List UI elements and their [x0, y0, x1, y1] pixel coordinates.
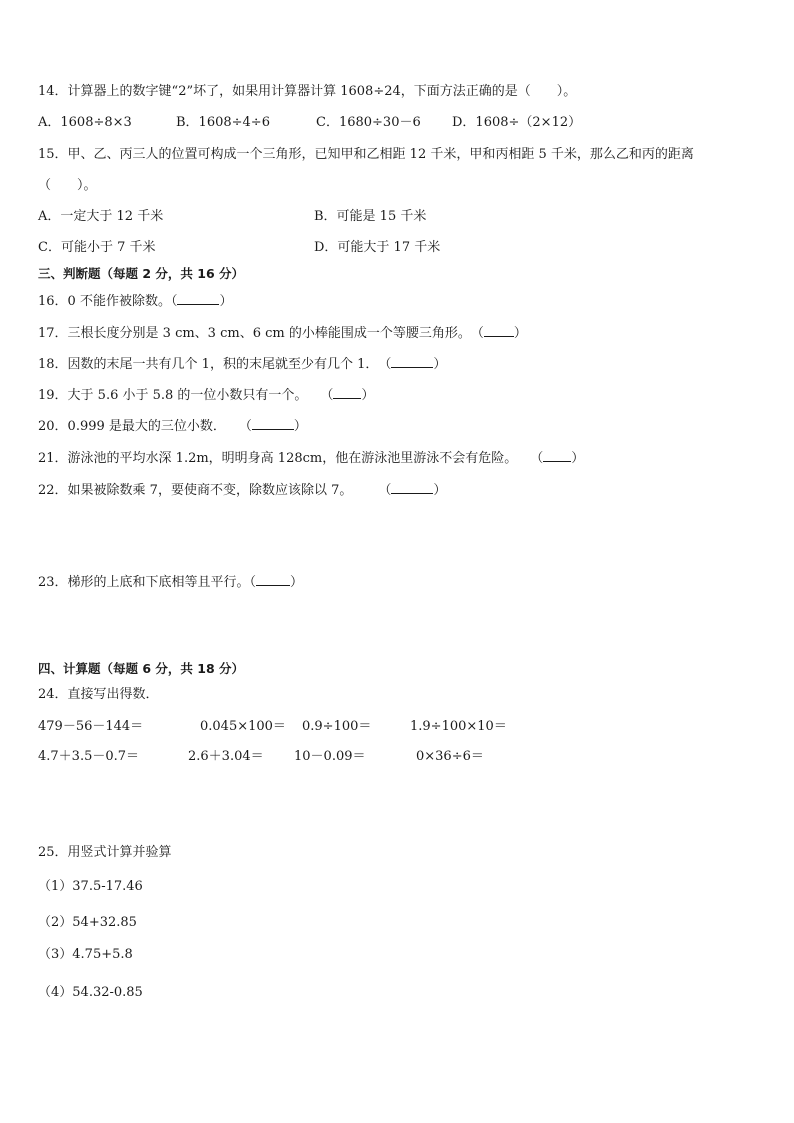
question-20: [38, 417, 307, 435]
question-23-text: 23．梯形的上底和下底相等且平行。（: [38, 575, 257, 590]
q14-option-c: C．1680÷30－6: [316, 115, 421, 130]
answer-blank[interactable]: [256, 573, 290, 586]
q25-item: （4）54.32-0.85: [38, 985, 143, 1000]
question-19-text: 19．大于 5.6 小于 5.8 的一位小数只有一个。 （: [38, 388, 334, 403]
answer-blank[interactable]: [391, 481, 433, 494]
question-19-close: ）: [361, 388, 375, 403]
question-23-close: ）: [290, 575, 304, 590]
q15-option-c: C．可能小于 7 千米: [38, 240, 156, 255]
question-16: [38, 292, 232, 310]
question-21-text: 21．游泳池的平均水深 1.2m，明明身高 128cm，他在游泳池里游泳不会有危险。 （: [38, 451, 544, 466]
question-15-stem-cont: （ ）。: [38, 178, 97, 193]
question-18-text: 18．因数的末尾一共有几个 1，积的末尾就至少有几个 1． （: [38, 357, 392, 372]
answer-blank[interactable]: [333, 386, 361, 399]
question-22-close: ）: [433, 483, 447, 498]
q14-option-d: D．1608÷（2×12）: [452, 115, 582, 130]
q24-expr: 0.9÷100＝: [302, 719, 372, 734]
q14-option-a: A．1608÷8×3: [38, 115, 132, 130]
q15-option-d: D．可能大于 17 千米: [314, 240, 441, 255]
question-25-stem: 25．用竖式计算并验算: [38, 845, 172, 860]
question-18: [38, 355, 446, 373]
question-22: [38, 481, 446, 499]
question-21: [38, 449, 584, 467]
question-23: [38, 573, 303, 591]
question-17-text: 17．三根长度分别是 3 cm、3 cm、6 cm 的小棒能围成一个等腰三角形。 （: [38, 326, 484, 341]
answer-blank[interactable]: [391, 355, 433, 368]
q24-expr: 0×36÷6＝: [416, 749, 484, 764]
q24-expr: 1.9÷100×10＝: [410, 719, 507, 734]
question-16-close: ）: [219, 294, 233, 309]
answer-blank[interactable]: [543, 449, 571, 462]
section-3-title: 三、判断题（每题 2 分，共 16 分）: [38, 266, 245, 281]
q25-item: （1）37.5-17.46: [38, 879, 143, 894]
answer-blank[interactable]: [177, 292, 219, 305]
answer-blank[interactable]: [252, 417, 294, 430]
answer-blank[interactable]: [484, 324, 514, 337]
question-24-stem: 24．直接写出得数．: [38, 687, 159, 702]
q25-item: （2）54+32.85: [38, 915, 137, 930]
q25-item: （3）4.75+5.8: [38, 947, 133, 962]
q14-option-b: B．1608÷4÷6: [176, 115, 270, 130]
q15-option-a: A．一定大于 12 千米: [38, 209, 164, 224]
q24-expr: 2.6＋3.04＝: [188, 749, 264, 764]
section-4-title: 四、计算题（每题 6 分，共 18 分）: [38, 661, 245, 676]
question-19: [38, 386, 374, 404]
question-15-stem: 15．甲、乙、丙三人的位置可构成一个三角形，已知甲和乙相距 12 千米，甲和丙相距 5 千米，那么乙和丙的距离: [38, 147, 694, 162]
q15-option-b: B．可能是 15 千米: [314, 209, 427, 224]
question-16-text: 16．0 不能作被除数。（: [38, 294, 178, 309]
question-22-text: 22．如果被除数乘 7，要使商不变，除数应该除以 7。 （: [38, 483, 392, 498]
q24-expr: 10－0.09＝: [294, 749, 366, 764]
question-20-close: ）: [293, 419, 307, 434]
question-14-stem: 14．计算器上的数字键“2”坏了，如果用计算器计算 1608÷24，下面方法正确的是（ ）。: [38, 84, 577, 99]
question-18-close: ）: [433, 357, 447, 372]
q24-expr: 0.045×100＝: [200, 719, 286, 734]
question-17: [38, 324, 527, 342]
question-21-close: ）: [571, 451, 585, 466]
question-17-close: ）: [513, 326, 527, 341]
q24-expr: 479－56－144＝: [38, 719, 144, 734]
q24-expr: 4.7＋3.5－0.7＝: [38, 749, 140, 764]
question-20-text: 20．0.999 是最大的三位小数． （: [38, 419, 252, 434]
